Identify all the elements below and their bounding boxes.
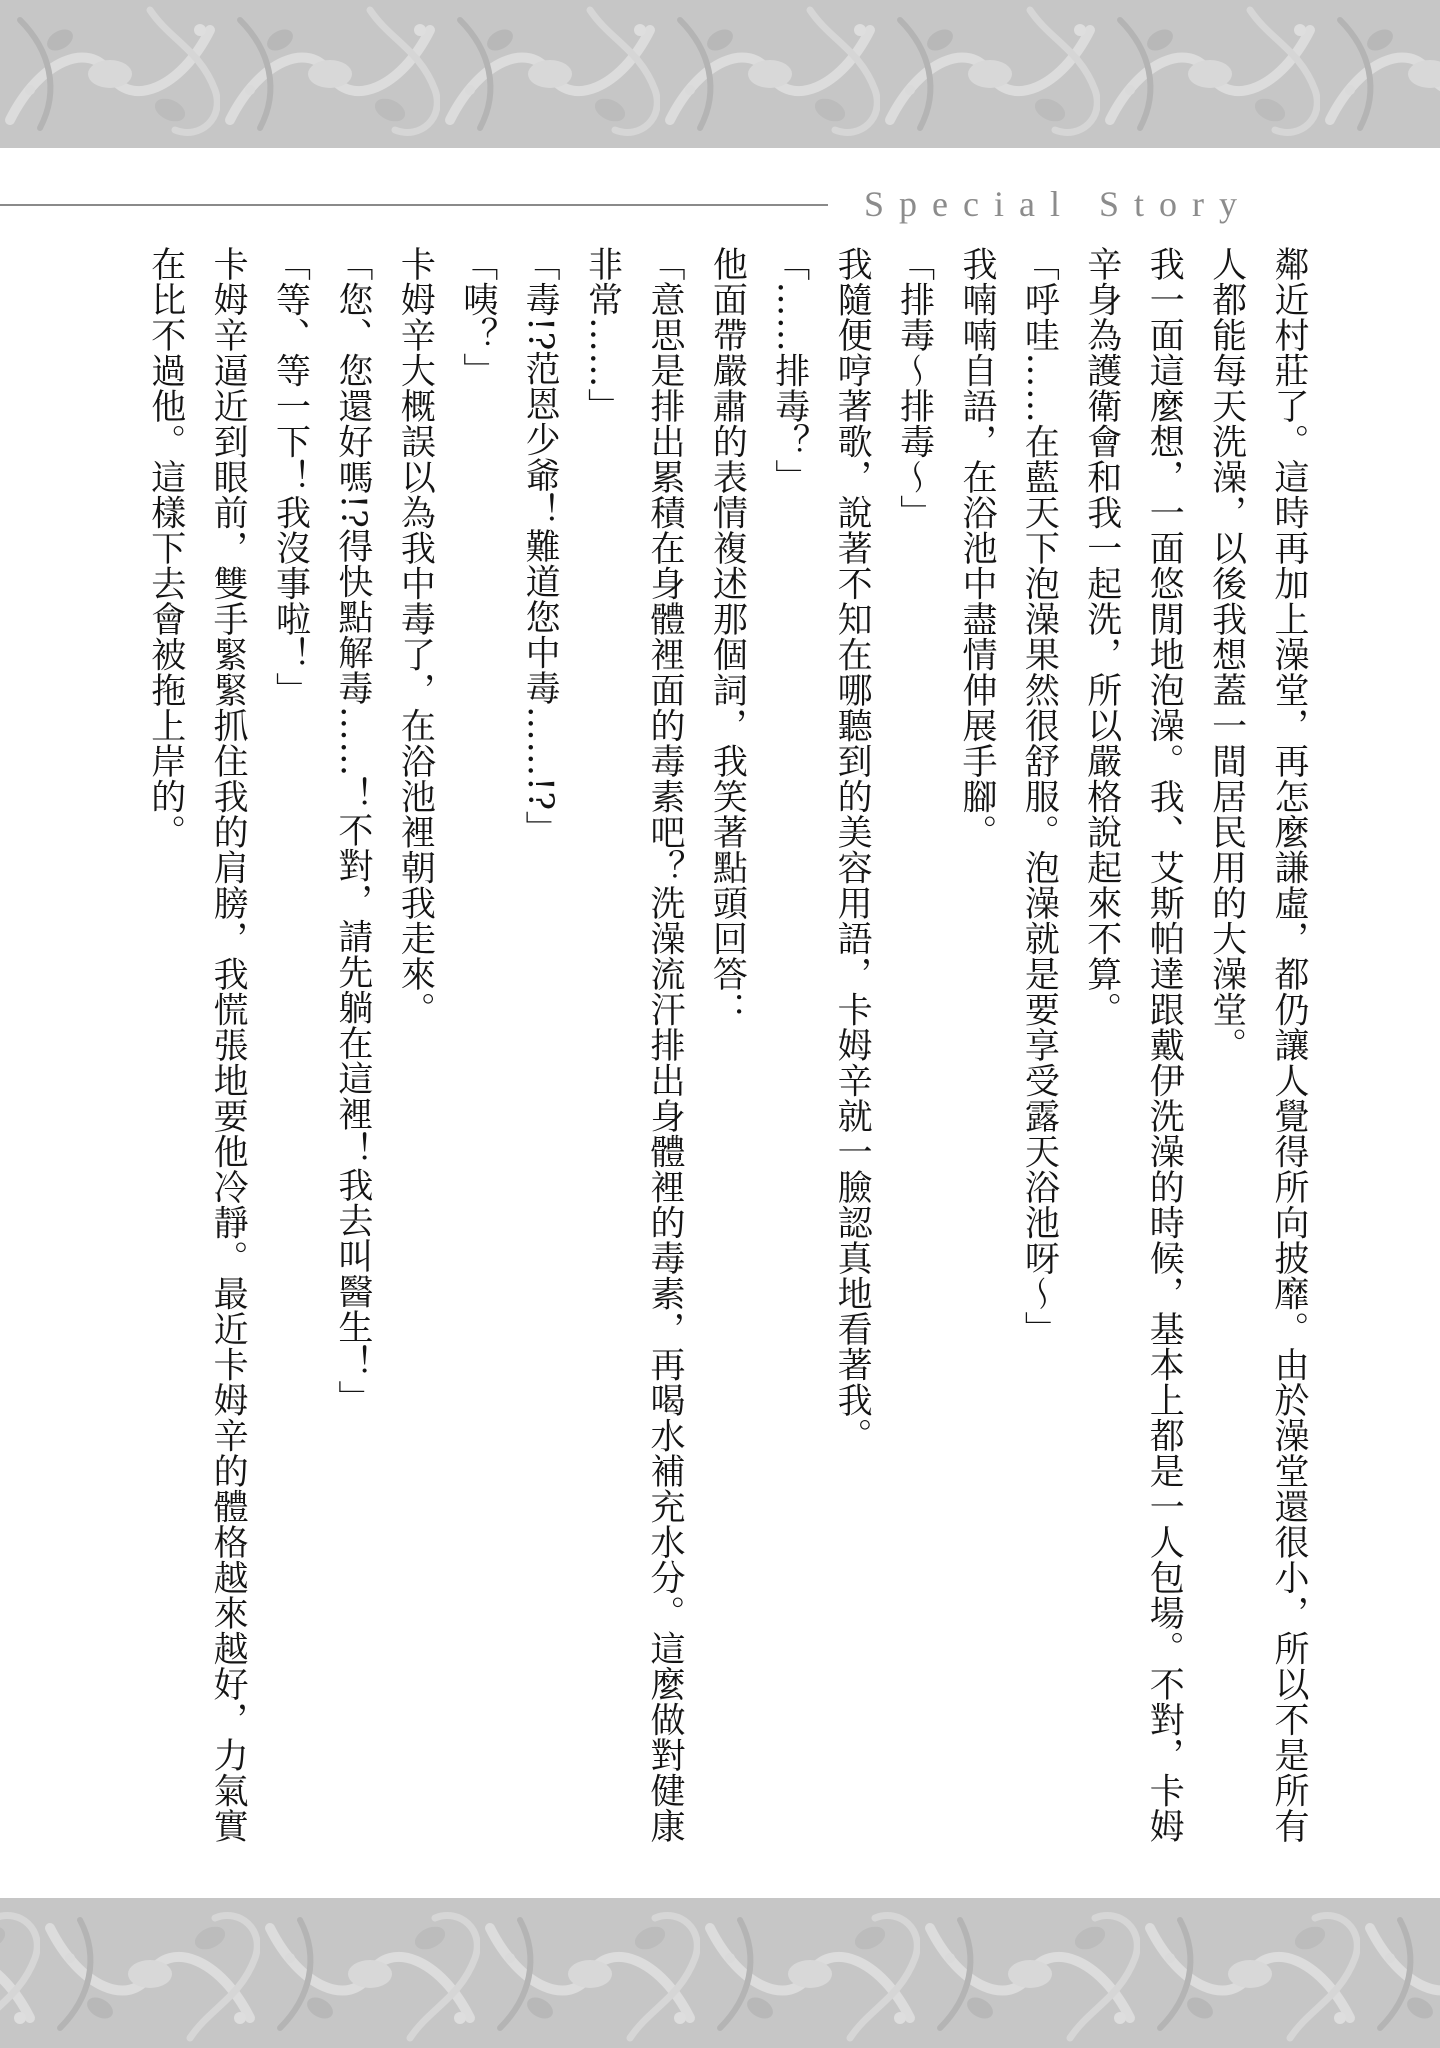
paragraph: 「毒!?范恩少爺！難道您中毒……!?」 [520,246,561,847]
header-rule [0,204,828,206]
damask-pattern-top [0,0,1440,148]
paragraph: 我一面這麼想，一面悠閒地泡澡。我、艾斯帕達跟戴伊洗澡的時候，基本上都是一人包場。不對，卡姆辛身為護衛會和我一起洗，所以嚴格說起來不算。 [1081,246,1185,1844]
story-body [145,246,1320,1846]
paragraph: 卡姆辛大概誤以為我中毒了，在浴池裡朝我走來。 [395,246,436,1027]
paragraph: 卡姆辛逼近到眼前，雙手緊緊抓住我的肩膀，我慌張地要他冷靜。最近卡姆辛的體格越來越好，力氣實在比不過他。這樣下去會被拖上岸的。 [145,246,249,1844]
damask-pattern-bottom [0,1898,1440,2048]
page-title: Special Story [864,184,1252,224]
paragraph: 「您、您還好嗎!?得快點解毒……！不對，請先躺在這裡！我去叫醫生！」 [332,246,373,1416]
top-damask-band [0,0,1440,148]
paragraph: 他面帶嚴肅的表情複述那個詞，我笑著點頭回答： [707,246,748,1027]
paragraph: 我喃喃自語，在浴池中盡情伸展手腳。 [956,246,997,850]
paragraph: 「……排毒？」 [769,246,810,495]
paragraph: 「呼哇……在藍天下泡澡果然很舒服。泡澡就是要享受露天浴池呀～」 [1019,246,1060,1347]
paragraph: 鄰近村莊了。這時再加上澡堂，再怎麼謙虛，都仍讓人覺得所向披靡。由於澡堂還很小，所以不是所有人都能每天洗澡，以後我想蓋一間居民用的大澡堂。 [1206,246,1309,1844]
bottom-damask-band [0,1898,1440,2048]
paragraph: 「排毒～排毒～」 [894,246,935,530]
paragraph: 我隨便哼著歌，說著不知在哪聽到的美容用語，卡姆辛就一臉認真地看著我。 [832,246,873,1453]
paragraph: 「意思是排出累積在身體裡面的毒素吧？洗澡流汗排出身體裡的毒素，再喝水補充水分。這麼做對健康非常……」 [582,246,685,1844]
paragraph: 「等、等一下！我沒事啦！」 [270,246,311,708]
paragraph: 「咦？」 [457,246,498,388]
